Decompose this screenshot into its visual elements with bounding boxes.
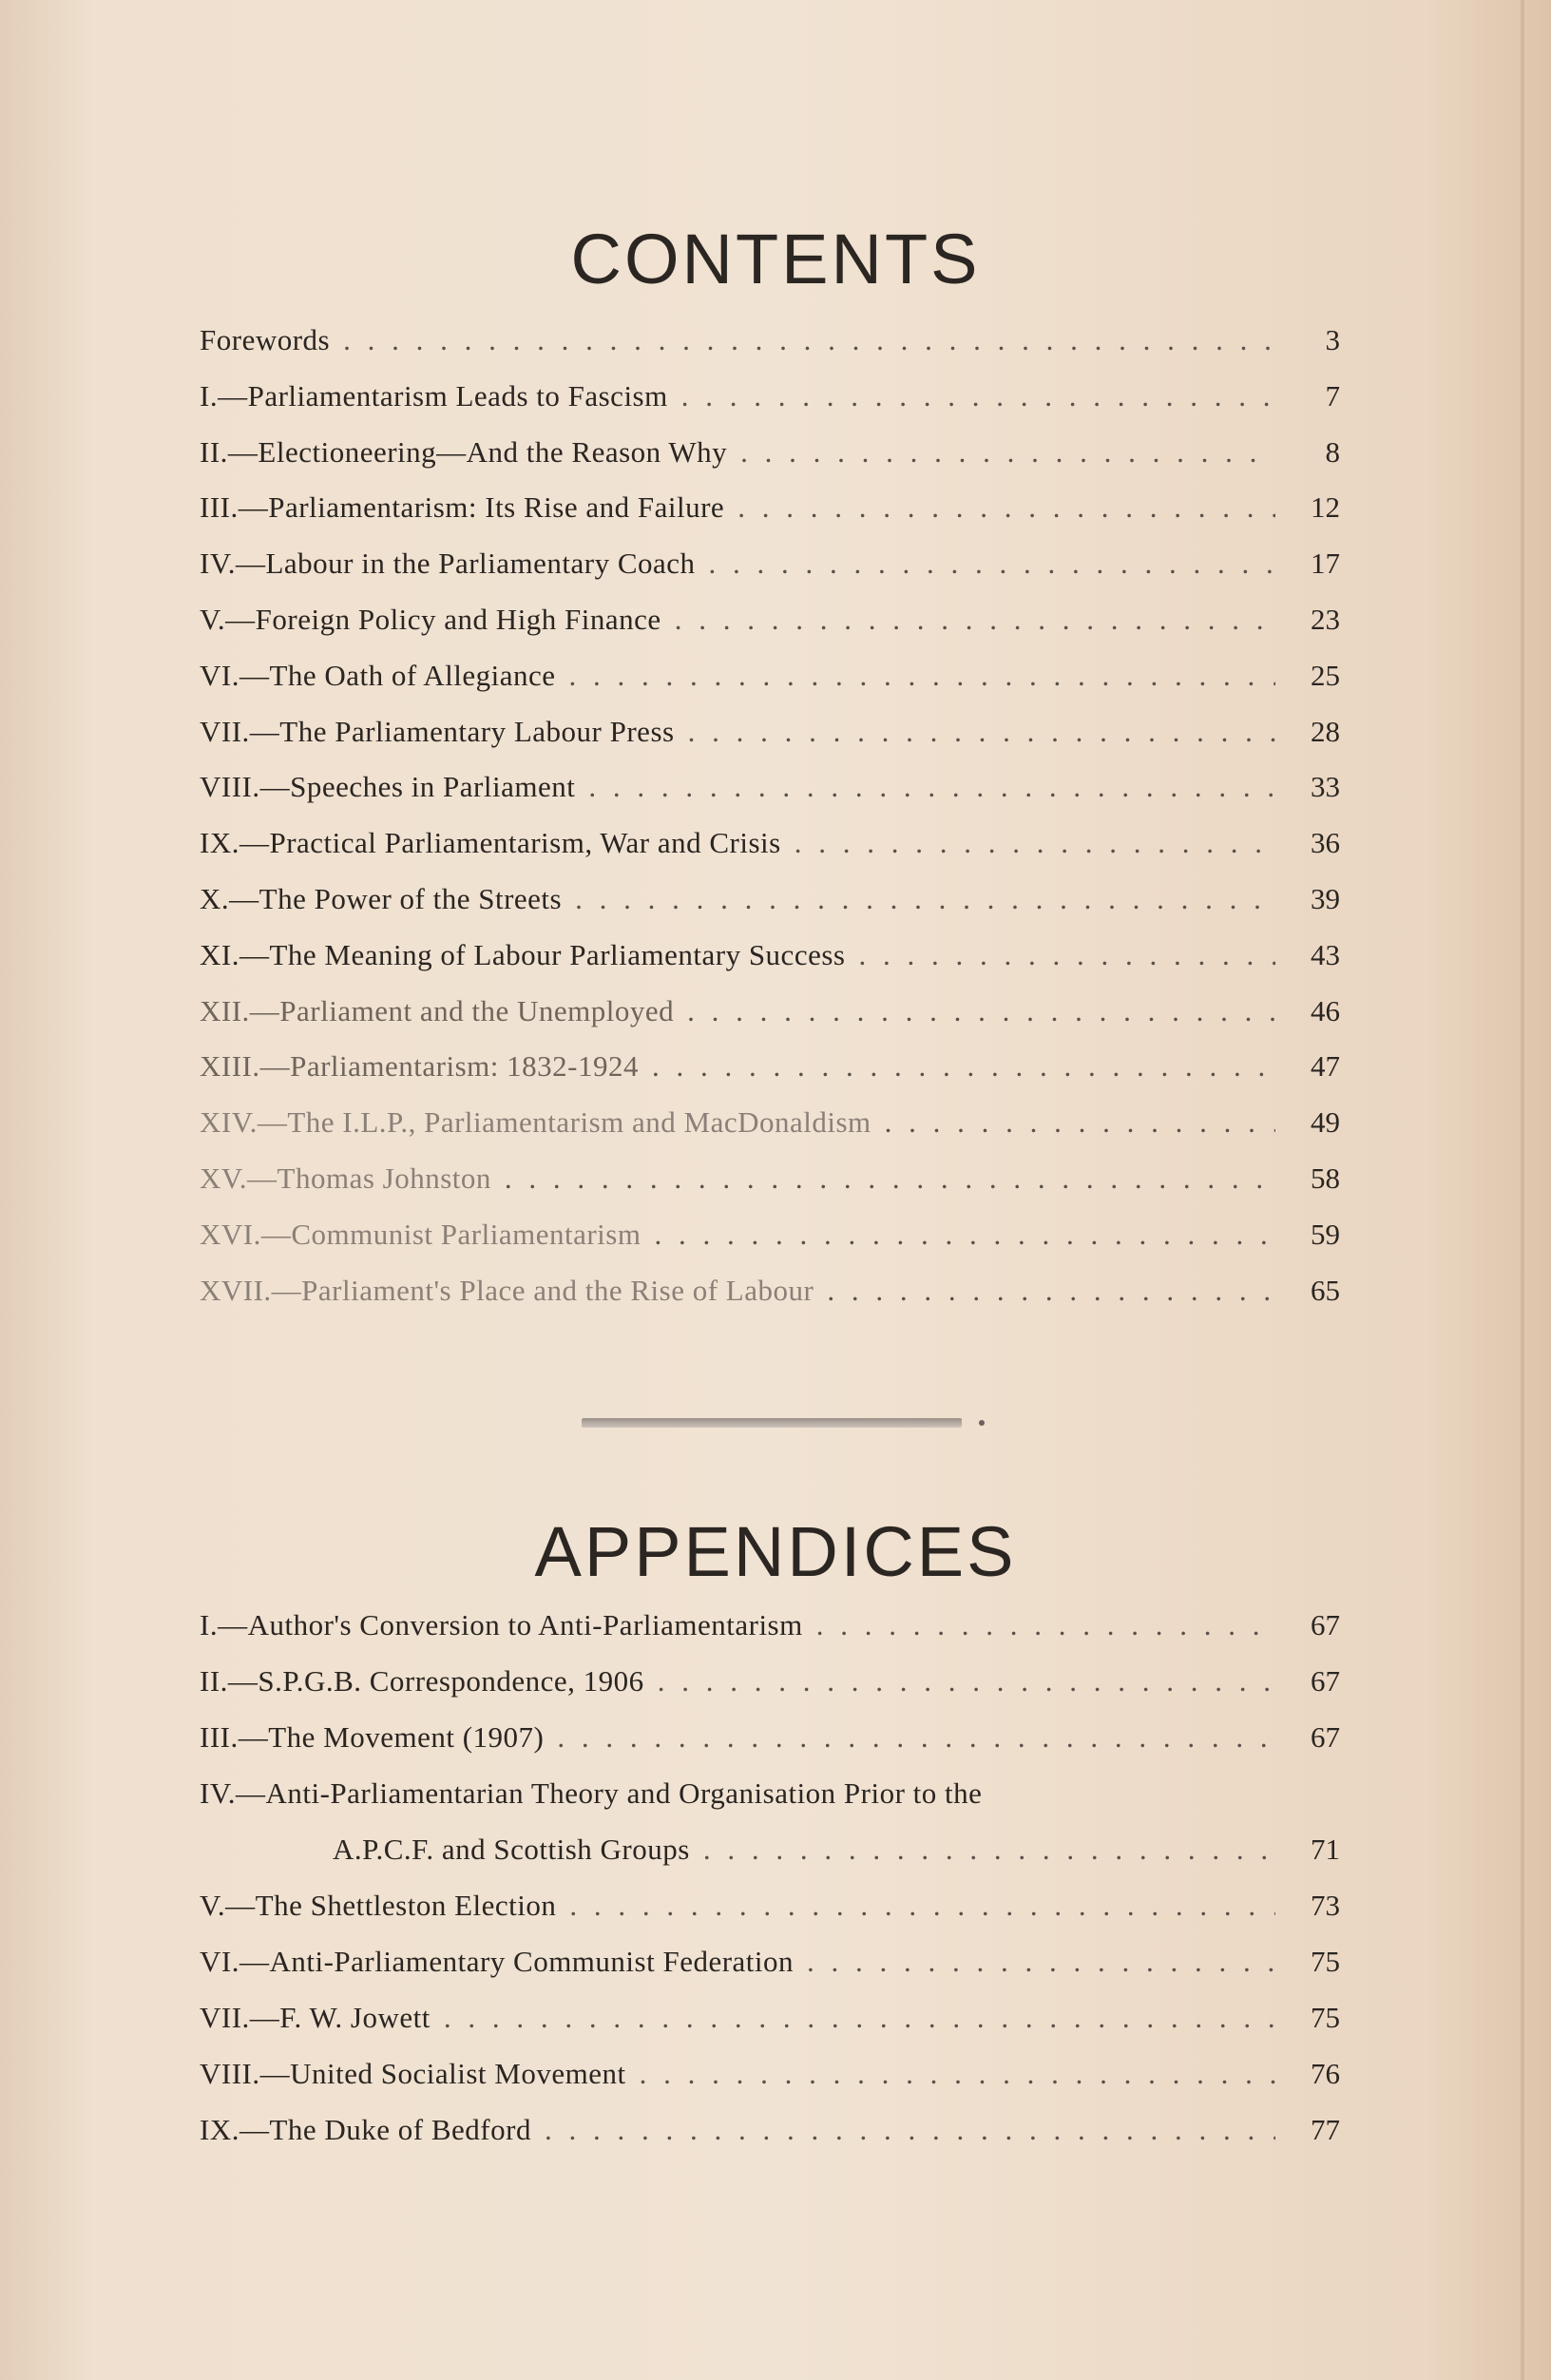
dot-leader <box>858 938 1275 972</box>
entry-page: 46 <box>1311 993 1340 1027</box>
entry-title: VI.—The Oath of Allegiance <box>200 658 556 692</box>
entry-page: 47 <box>1311 1049 1340 1084</box>
toc-entry <box>200 938 1340 994</box>
entry-page: 7 <box>1325 378 1340 413</box>
entry-title: XVII.—Parliament's Place and the Rise of Labour <box>200 1273 814 1307</box>
entry-title: XII.—Parliament and the Unemployed <box>200 993 675 1027</box>
entry-page: 39 <box>1311 881 1340 915</box>
entry-page: 65 <box>1311 1273 1340 1307</box>
toc-entry <box>200 379 1340 435</box>
entry-page: 75 <box>1311 2001 1340 2034</box>
entry-title: I.—Parliamentarism Leads to Fascism <box>200 378 668 413</box>
dot-leader <box>827 1274 1275 1308</box>
toc-entry <box>200 826 1340 882</box>
entry-page: 25 <box>1311 658 1340 692</box>
entry-title: XV.—Thomas Johnston <box>200 1161 491 1195</box>
entry-title: VIII.—Speeches in Parliament <box>200 770 576 804</box>
entry-page: 17 <box>1311 547 1340 581</box>
entry-title: XIII.—Parliamentarism: 1832-1924 <box>200 1049 639 1084</box>
toc-entry <box>200 1218 1340 1274</box>
dot-leader <box>654 1218 1275 1252</box>
toc-entry <box>200 770 1340 826</box>
entry-page: 76 <box>1311 2057 1340 2090</box>
dot-leader <box>709 547 1275 581</box>
toc-entry <box>200 659 1340 715</box>
appendix-entry <box>200 1945 1340 2001</box>
entry-page: 59 <box>1311 1217 1340 1251</box>
dot-leader <box>703 1833 1275 1867</box>
entry-title: VII.—The Parliamentary Labour Press <box>200 714 675 748</box>
appendix-entry <box>200 1720 1340 1776</box>
entry-page: 67 <box>1311 1664 1340 1698</box>
entry-title: II.—S.P.G.B. Correspondence, 1906 <box>200 1664 644 1698</box>
entry-page: 58 <box>1311 1161 1340 1195</box>
entry-title: V.—Foreign Policy and High Finance <box>200 602 661 636</box>
toc-entry <box>200 715 1340 771</box>
dot-leader <box>343 323 1275 357</box>
dot-leader <box>545 2113 1275 2147</box>
entry-title: Forewords <box>200 323 331 356</box>
dot-leader <box>795 826 1275 860</box>
entry-title: V.—The Shettleston Election <box>200 1889 557 1922</box>
dot-leader <box>658 1664 1275 1699</box>
section-divider <box>582 1418 962 1428</box>
appendix-entry <box>200 1889 1340 1945</box>
entry-page: 12 <box>1311 490 1340 525</box>
appendices-list <box>200 1608 1340 2169</box>
appendix-entry <box>200 2001 1340 2057</box>
entry-page: 23 <box>1311 602 1340 636</box>
entry-title: III.—Parliamentarism: Its Rise and Failure <box>200 490 725 525</box>
entry-title: IX.—The Duke of Bedford <box>200 2113 531 2146</box>
entry-page: 3 <box>1325 323 1340 356</box>
appendix-entry-continuation <box>200 1833 1340 1889</box>
toc-entry <box>200 490 1340 547</box>
dot-leader <box>652 1049 1275 1084</box>
dot-leader <box>675 603 1275 637</box>
appendix-entry <box>200 2057 1340 2113</box>
appendices-heading: APPENDICES <box>534 1512 1017 1591</box>
toc-entry <box>200 1161 1340 1218</box>
dot-leader <box>575 882 1275 916</box>
entry-title: I.—Author's Conversion to Anti-Parliamentarism <box>200 1608 803 1641</box>
entry-page: 71 <box>1311 1833 1340 1866</box>
toc-entry <box>200 882 1340 938</box>
entry-page: 73 <box>1311 1889 1340 1922</box>
entry-page: 43 <box>1311 937 1340 971</box>
dot-leader <box>687 994 1275 1028</box>
appendix-entry <box>200 2113 1340 2169</box>
dot-leader <box>569 659 1275 693</box>
entry-title: XIV.—The I.L.P., Parliamentarism and MacDonaldism <box>200 1105 871 1140</box>
contents-list <box>200 323 1340 1329</box>
dot-leader <box>688 715 1275 749</box>
entry-page: 67 <box>1311 1608 1340 1641</box>
entry-page: 75 <box>1311 1945 1340 1978</box>
dot-leader <box>681 379 1275 413</box>
entry-title: II.—Electioneering—And the Reason Why <box>200 434 728 469</box>
entry-title: IV.—Anti-Parliamentarian Theory and Organisation Prior to the <box>200 1776 983 1810</box>
toc-entry <box>200 1049 1340 1105</box>
entry-title: IX.—Practical Parliamentarism, War and Crisis <box>200 826 781 860</box>
dot-leader <box>640 2057 1275 2091</box>
dot-leader <box>557 1720 1275 1755</box>
dot-leader <box>505 1161 1275 1196</box>
toc-entry <box>200 323 1340 379</box>
entry-title: III.—The Movement (1907) <box>200 1720 545 1754</box>
appendix-entry <box>200 1776 1340 1833</box>
entry-page: 28 <box>1311 714 1340 748</box>
toc-entry <box>200 547 1340 603</box>
entry-title: VII.—F. W. Jowett <box>200 2001 431 2034</box>
contents-heading: CONTENTS <box>570 220 981 298</box>
dot-leader <box>444 2001 1275 2035</box>
dot-leader <box>816 1608 1275 1642</box>
entry-title: VI.—Anti-Parliamentary Communist Federation <box>200 1945 795 1978</box>
divider-ornament <box>979 1420 985 1426</box>
appendix-entry <box>200 1664 1340 1720</box>
entry-title: A.P.C.F. and Scottish Groups <box>333 1833 690 1866</box>
entry-page: 67 <box>1311 1720 1340 1754</box>
dot-leader <box>588 770 1275 804</box>
dot-leader <box>740 435 1275 470</box>
entry-title: XVI.—Communist Parliamentarism <box>200 1217 641 1251</box>
appendix-entry <box>200 1608 1340 1664</box>
entry-page: 8 <box>1325 434 1340 469</box>
entry-title: XI.—The Meaning of Labour Parliamentary Success <box>200 937 846 971</box>
entry-title: VIII.—United Socialist Movement <box>200 2057 626 2090</box>
entry-page: 77 <box>1311 2113 1340 2146</box>
entry-page: 33 <box>1311 770 1340 804</box>
toc-entry <box>200 994 1340 1050</box>
toc-entry <box>200 1105 1340 1161</box>
entry-page: 49 <box>1311 1105 1340 1140</box>
toc-entry <box>200 435 1340 491</box>
dot-leader <box>885 1105 1275 1140</box>
dot-leader <box>737 490 1275 525</box>
entry-title: X.—The Power of the Streets <box>200 881 563 915</box>
entry-page: 36 <box>1311 826 1340 860</box>
toc-entry <box>200 603 1340 659</box>
entry-title: IV.—Labour in the Parliamentary Coach <box>200 547 696 581</box>
dot-leader <box>807 1945 1275 1979</box>
dot-leader <box>569 1889 1275 1923</box>
toc-entry <box>200 1274 1340 1330</box>
